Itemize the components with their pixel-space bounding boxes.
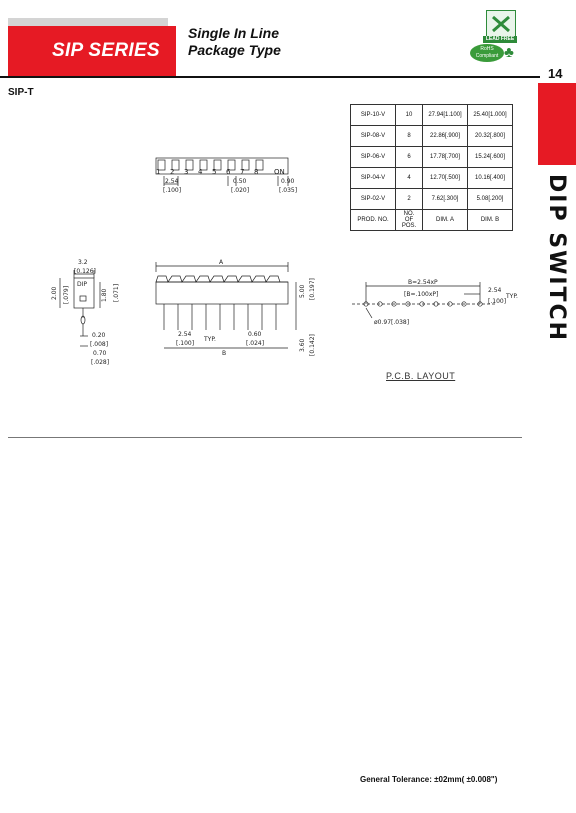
dim-label: [0.142] [309, 334, 316, 356]
dim-label: [.024] [246, 340, 265, 347]
dim-label: 2.54 [488, 287, 502, 294]
dim-label: 0.90 [281, 178, 295, 185]
pcb-layout [352, 279, 518, 326]
table-cell: 27.94[1.100] [423, 105, 468, 126]
dim-label: B=2.54xP [408, 279, 438, 286]
table-cell: 2 [396, 189, 423, 210]
table-cell: SIP-10-V [351, 105, 396, 126]
dim-label: 3.2 [78, 259, 88, 266]
dim-label: 3.60 [299, 338, 306, 352]
dim-label: [.100] [176, 340, 195, 347]
table-cell: 8 [396, 126, 423, 147]
rohs-logo: RoHS Compliant [470, 44, 504, 62]
dim-label: [0.126] [74, 268, 96, 275]
dim-label: [.020] [231, 187, 250, 194]
dim-label: 2.54 [178, 331, 192, 338]
page-number: 14 [548, 66, 563, 81]
dim-label: [0.197] [309, 278, 316, 300]
series-title: SIP SERIES [52, 40, 160, 61]
position-label: 5 [212, 168, 217, 176]
top-view [156, 158, 297, 194]
position-label: 4 [198, 168, 203, 176]
general-tolerance: General Tolerance: ±02mm( ±0.008") [360, 775, 498, 784]
table-cell: 17.78[.700] [423, 147, 468, 168]
table-cell: 22.86[.900] [423, 126, 468, 147]
dim-label: ø0.97[.038] [374, 319, 410, 326]
lead-free-text: LEAD FREE [483, 36, 517, 43]
subtitle-line1: Single In Line [188, 25, 280, 41]
table-cell: 5.08[.200] [468, 189, 513, 210]
side-actuator [80, 296, 86, 301]
dim-label: TYP. [506, 293, 518, 300]
table-cell: 10.16[.400] [468, 168, 513, 189]
dip-mark: DIP [77, 281, 88, 288]
position-label: 3 [184, 168, 189, 176]
position-label: 6 [226, 168, 231, 176]
subtitle-line2: Package Type [188, 42, 281, 58]
table-cell: 6 [396, 147, 423, 168]
position-label: 1 [156, 168, 161, 176]
dim-label: 5.00 [299, 284, 306, 298]
dim-label: [.100] [163, 187, 182, 194]
dim-label: 2.00 [51, 286, 58, 300]
table-cell: 4 [396, 168, 423, 189]
pcb-layout-label: P.C.B. LAYOUT [386, 371, 456, 381]
section-label: SIP-T [8, 87, 34, 98]
dim-label: [.028] [91, 359, 110, 366]
table-cell: 10 [396, 105, 423, 126]
dim-label: 0.20 [92, 332, 106, 339]
dim-label: B [222, 350, 227, 357]
table-cell: SIP-02-V [351, 189, 396, 210]
table-cell: SIP-06-V [351, 147, 396, 168]
dim-label: [.008] [90, 341, 109, 348]
dim-label: 2.54 [165, 178, 179, 185]
dim-label: 1.80 [101, 288, 108, 302]
table-cell: 12.70[.500] [423, 168, 468, 189]
position-label: 7 [240, 168, 245, 176]
dim-label: [.035] [279, 187, 298, 194]
table-header-cell: NO. OF POS. [396, 210, 423, 231]
clover-icon: ♣ [504, 44, 514, 61]
dim-label: [.071] [113, 283, 120, 302]
table-cell: SIP-08-V [351, 126, 396, 147]
switch-body-outline [156, 158, 288, 174]
position-label: ON [274, 168, 285, 176]
dim-label: 0.50 [233, 178, 247, 185]
table-header-cell: DIM. B [468, 210, 513, 231]
table-cell: 20.32[.800] [468, 126, 513, 147]
position-label: 2 [170, 168, 175, 176]
front-view [156, 259, 316, 357]
dim-label: [.100] [488, 298, 507, 305]
position-label: 8 [254, 168, 259, 176]
content-divider [8, 437, 522, 438]
front-actuators [156, 276, 288, 282]
table-cell: SIP-04-V [351, 168, 396, 189]
dim-label: 0.60 [248, 331, 262, 338]
dim-label: A [219, 259, 224, 266]
table-cell: 25.40[1.000] [468, 105, 513, 126]
front-body-outline [156, 282, 288, 304]
table-cell: 7.62[.300] [423, 189, 468, 210]
table-header-cell: DIM. A [423, 210, 468, 231]
side-view [51, 259, 120, 366]
table-cell: 15.24[.600] [468, 147, 513, 168]
dim-label: [.079] [63, 285, 70, 304]
dim-label: TYP. [204, 336, 216, 343]
side-title: DIP SWITCH [544, 174, 569, 343]
table-header-cell: PROD. NO. [351, 210, 396, 231]
dim-label: [B=.100xP] [404, 291, 439, 298]
dim-label: 0.70 [93, 350, 107, 357]
